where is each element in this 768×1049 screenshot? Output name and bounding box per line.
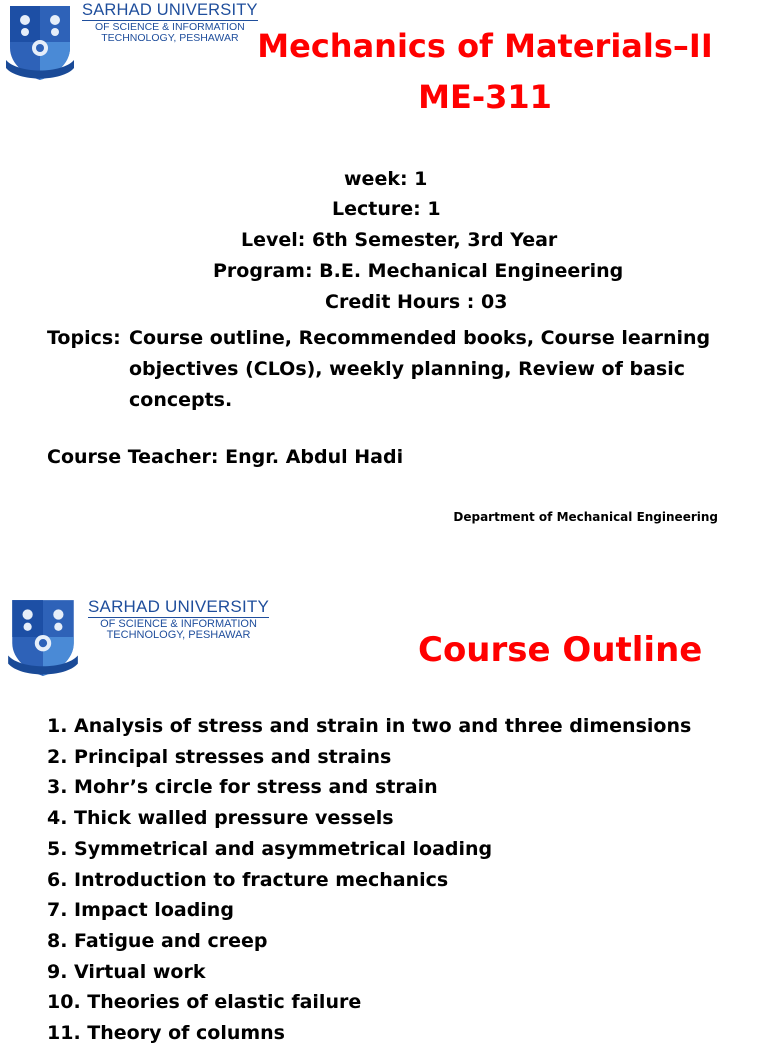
university-subtitle-1: OF SCIENCE & INFORMATION [95,21,245,34]
course-teacher: Course Teacher: Engr. Abdul Hadi [47,446,404,468]
department-label: Department of Mechanical Engineering [453,510,718,524]
topics-line: Course outline, Recommended books, Course learning [129,327,711,349]
level-text: Level: 6th Semester, 3rd Year [241,229,558,251]
university-shield-icon [4,596,82,678]
outline-item: 10. Theories of elastic failure [47,991,362,1014]
course-title: Mechanics of Materials–II [257,27,713,65]
university-logo [4,596,269,678]
course-outline-slide [0,536,768,1045]
topics-line: objectives (CLOs), weekly planning, Review of basic [129,358,685,380]
topics-block [47,323,710,416]
university-subtitle-2: TECHNOLOGY, PESHAWAR [101,32,239,45]
university-subtitle-2: TECHNOLOGY, PESHAWAR [106,629,251,642]
outline-item: 5. Symmetrical and asymmetrical loading [47,837,493,860]
university-name: SARHAD UNIVERSITY [82,1,258,19]
outline-item: 2. Principal stresses and strains [47,745,392,768]
week-text: week: 1 [344,168,428,190]
university-name: SARHAD UNIVERSITY [88,597,269,616]
outline-item: 6. Introduction to fracture mechanics [47,868,449,891]
outline-item: 11. Theory of columns [47,1022,285,1045]
outline-item: 1. Analysis of stress and strain in two and three dimensions [47,715,692,737]
topics-label: Topics: [47,327,121,349]
outline-item: 9. Virtual work [47,960,206,983]
university-shield-icon [4,2,76,82]
outline-list [47,711,691,1049]
credit-hours-text: Credit Hours : 03 [325,291,508,313]
lecture-text: Lecture: 1 [332,198,441,220]
program-text: Program: B.E. Mechanical Engineering [213,260,624,282]
topics-line: concepts. [129,389,233,411]
course-code: ME-311 [418,78,552,116]
outline-item: 4. Thick walled pressure vessels [47,807,394,830]
outline-title: Course Outline [418,630,703,670]
outline-item: 3. Mohr’s circle for stress and strain [47,776,438,799]
university-subtitle-1: OF SCIENCE & INFORMATION [100,617,257,630]
outline-item: 8. Fatigue and creep [47,929,268,952]
university-logo [4,2,258,82]
title-slide [0,0,768,524]
outline-item: 7. Impact loading [47,899,234,922]
